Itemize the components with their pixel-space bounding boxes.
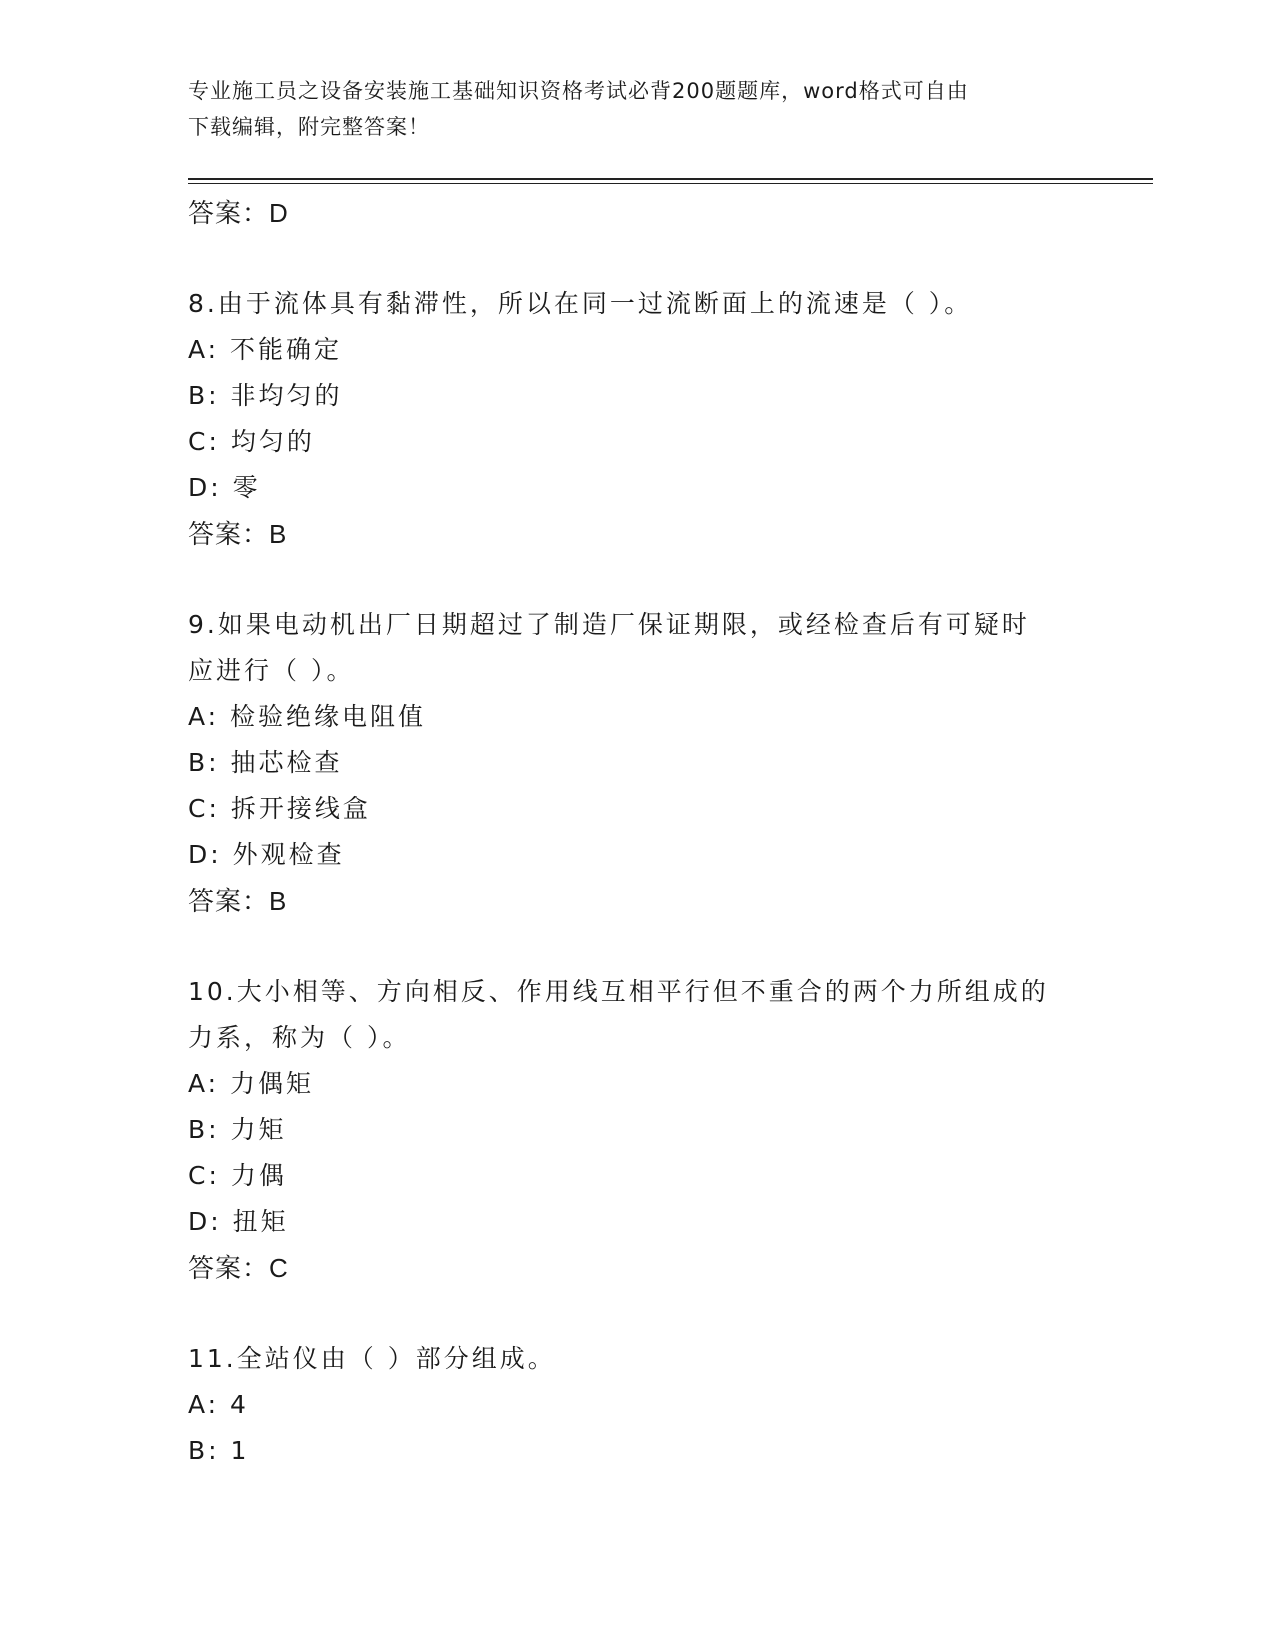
header-line-1: 专业施工员之设备安装施工基础知识资格考试必背200题题库，word格式可自由: [188, 79, 969, 103]
option-c: C: 力偶: [188, 1161, 287, 1190]
option-a: A: 检验绝缘电阻值: [188, 702, 427, 731]
question-list: [188, 190, 1088, 1474]
question-8: [188, 281, 1088, 557]
question-11: [188, 1336, 1088, 1474]
answer-line: 答案：B: [188, 519, 288, 549]
option-d: D: 外观检查: [188, 840, 345, 869]
question-text: 9.如果电动机出厂日期超过了制造厂保证期限，或经检查后有可疑时: [188, 610, 1030, 639]
option-c: C: 拆开接线盒: [188, 794, 371, 823]
option-c: C: 均匀的: [188, 427, 315, 456]
question-10: [188, 969, 1088, 1291]
option-b: B: 抽芯检查: [188, 748, 343, 777]
answer-line: 答案：C: [188, 1253, 289, 1283]
question-text: 11.全站仪由（ ）部分组成。: [188, 1344, 556, 1373]
answer-line: 答案：B: [188, 886, 288, 916]
answer-line: 答案：D: [188, 198, 289, 228]
document-header: [188, 73, 1088, 145]
option-d: D: 零: [188, 473, 261, 502]
option-a: A: 不能确定: [188, 335, 343, 364]
question-text-continued: 力系，称为（ ）。: [188, 1023, 411, 1052]
question-9: [188, 602, 1088, 924]
question-text: 8.由于流体具有黏滞性，所以在同一过流断面上的流速是（ ）。: [188, 289, 973, 318]
option-a: A: 力偶矩: [188, 1069, 315, 1098]
question-text-continued: 应进行（ ）。: [188, 656, 355, 685]
question-text: 10.大小相等、方向相反、作用线互相平行但不重合的两个力所组成的: [188, 977, 1049, 1006]
option-b: B: 1: [188, 1436, 250, 1465]
option-b: B: 力矩: [188, 1115, 287, 1144]
option-d: D: 扭矩: [188, 1207, 289, 1236]
option-b: B: 非均匀的: [188, 381, 343, 410]
header-divider: [188, 178, 1153, 184]
header-line-2: 下载编辑，附完整答案！: [188, 115, 430, 139]
option-a: A: 4: [188, 1390, 249, 1419]
